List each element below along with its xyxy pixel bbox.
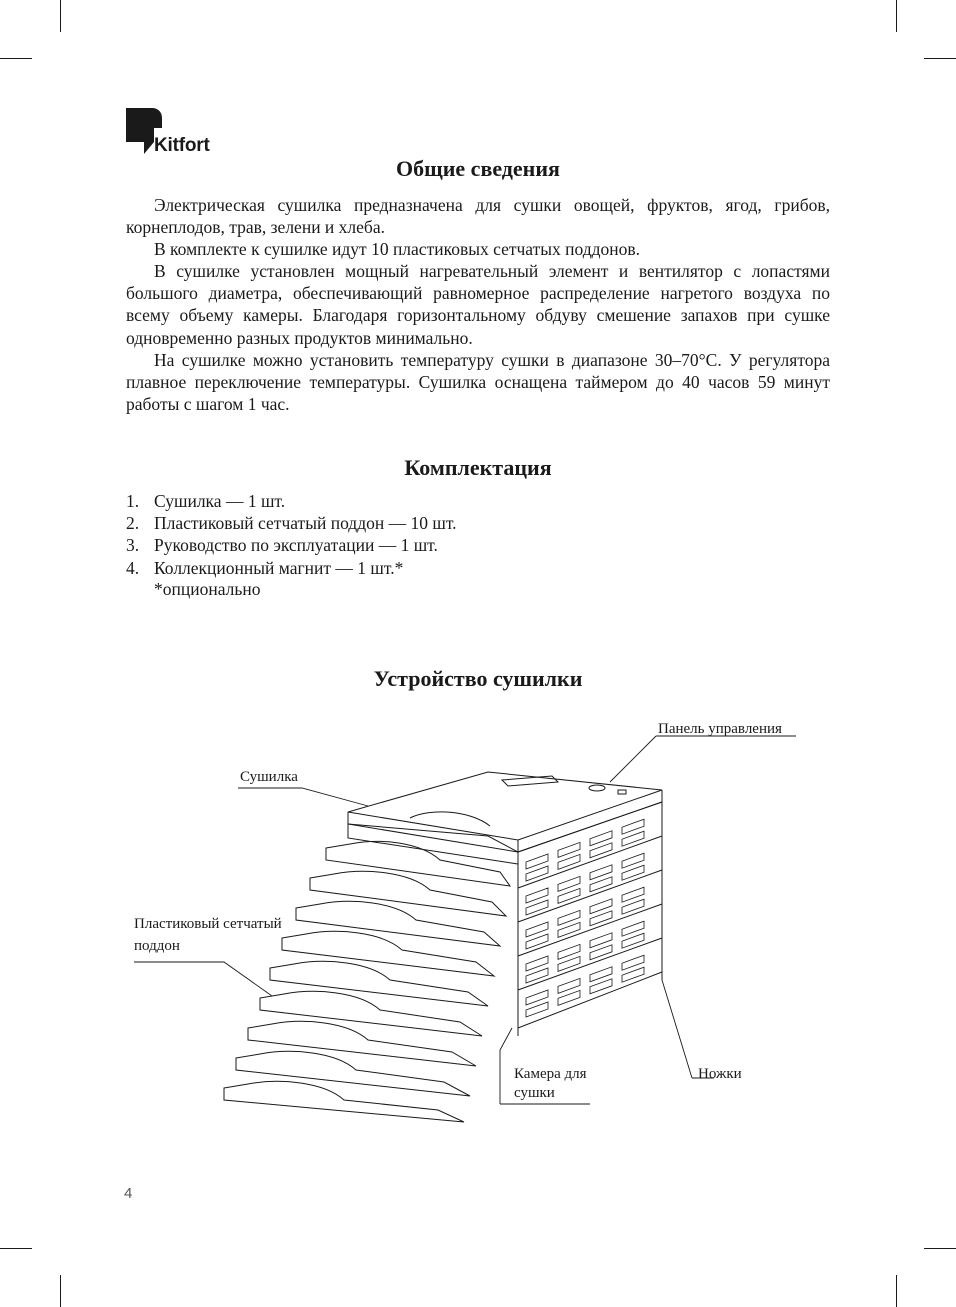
vent-slot (558, 990, 580, 1005)
vent-slot (590, 933, 612, 948)
label-feet: Ножки (698, 1066, 742, 1082)
vent-slot (622, 955, 644, 970)
list-item-number: 4. (126, 557, 140, 578)
list-item (126, 534, 457, 556)
leader-tray (134, 962, 272, 996)
leader-control-panel (610, 736, 796, 782)
vent-slot (558, 910, 580, 925)
list-item-number: 1. (126, 491, 140, 511)
general-paragraph-3: В сушилке установлен мощный нагревательный элемент и вентилятор с лопастями большого диаметра, обеспечивающий равномерное распределение нагретого воздуха по всему объему камеры. Благодаря горизонтальному обдуву смешение запахов при сушке одновременно разных продуктов минимально. (126, 261, 830, 348)
list-item (126, 512, 457, 534)
vent-slot (590, 899, 612, 914)
label-chamber: Камера для сушки (514, 1066, 587, 1101)
device-title: Устройство сушилки (373, 666, 583, 691)
dryer-top-housing (348, 772, 662, 840)
crop-mark (896, 0, 897, 32)
crop-mark (896, 1275, 897, 1307)
leader-dryer (238, 788, 368, 806)
crop-mark (924, 1248, 956, 1249)
crop-mark (0, 1248, 32, 1249)
vent-slot (558, 944, 580, 959)
label-control-panel: Панель управления (658, 721, 782, 737)
vent-slot (558, 842, 580, 857)
vent-slot (622, 921, 644, 936)
control-panel-knob (589, 785, 605, 791)
control-panel-button (618, 790, 626, 794)
crop-mark (60, 1275, 61, 1307)
kit-note: *опционально (154, 579, 261, 599)
vent-slot (526, 922, 548, 937)
general-paragraph-1: Электрическая сушилка предназначена для сушки овощей, фруктов, ягод, грибов, корнеплодов, трав, зелени и хлеба. (126, 195, 830, 238)
vent-slot (622, 887, 644, 902)
vent-slot (622, 819, 644, 834)
vent-slot (590, 979, 612, 994)
vent-slot (590, 967, 612, 982)
list-item (126, 557, 457, 579)
list-item-text: Пластиковый сетчатый поддон — 10 шт. (154, 513, 457, 534)
brand-name: Kitfort (154, 135, 210, 156)
crop-mark (924, 58, 956, 59)
vent-slot (526, 990, 548, 1005)
vent-slot (590, 865, 612, 880)
control-panel-display (502, 776, 558, 786)
vent-slot (590, 831, 612, 846)
list-item-text: Коллекционный магнит — 1 шт.* (154, 557, 404, 578)
kit-list (126, 490, 457, 579)
vent-slot (622, 853, 644, 868)
crop-mark (0, 58, 32, 59)
vent-slot (558, 876, 580, 891)
vent-slot (526, 854, 548, 869)
vent-slot (526, 956, 548, 971)
list-item-text: Руководство по эксплуатации — 1 шт. (154, 535, 438, 556)
list-item-text: Сушилка — 1 шт. (154, 491, 286, 511)
kit-title: Комплектация (404, 455, 552, 480)
list-item-number: 3. (126, 535, 140, 556)
vent-slot (526, 888, 548, 903)
list-item-number: 2. (126, 513, 140, 534)
label-dryer: Сушилка (240, 769, 298, 785)
label-tray: Пластиковый сетчатый поддон (134, 916, 282, 954)
general-title: Общие сведения (396, 156, 560, 181)
general-paragraph-2: В комплекте к сушилке идут 10 пластиковых сетчатых поддонов. (154, 239, 641, 259)
vent-slot (558, 978, 580, 993)
general-paragraph-4: На сушилке можно установить температуру сушки в диапазоне 30–70°С. У регулятора плавное переключение температуры. Сушилка оснащена таймером до 40 часов 59 минут работы с шагом 1 час. (126, 350, 830, 415)
trays (224, 824, 518, 1122)
vent-slot (526, 1002, 548, 1017)
page-number: 4 (124, 1185, 133, 1202)
crop-mark (60, 0, 61, 32)
leader-feet (662, 980, 714, 1078)
list-item (126, 490, 457, 512)
